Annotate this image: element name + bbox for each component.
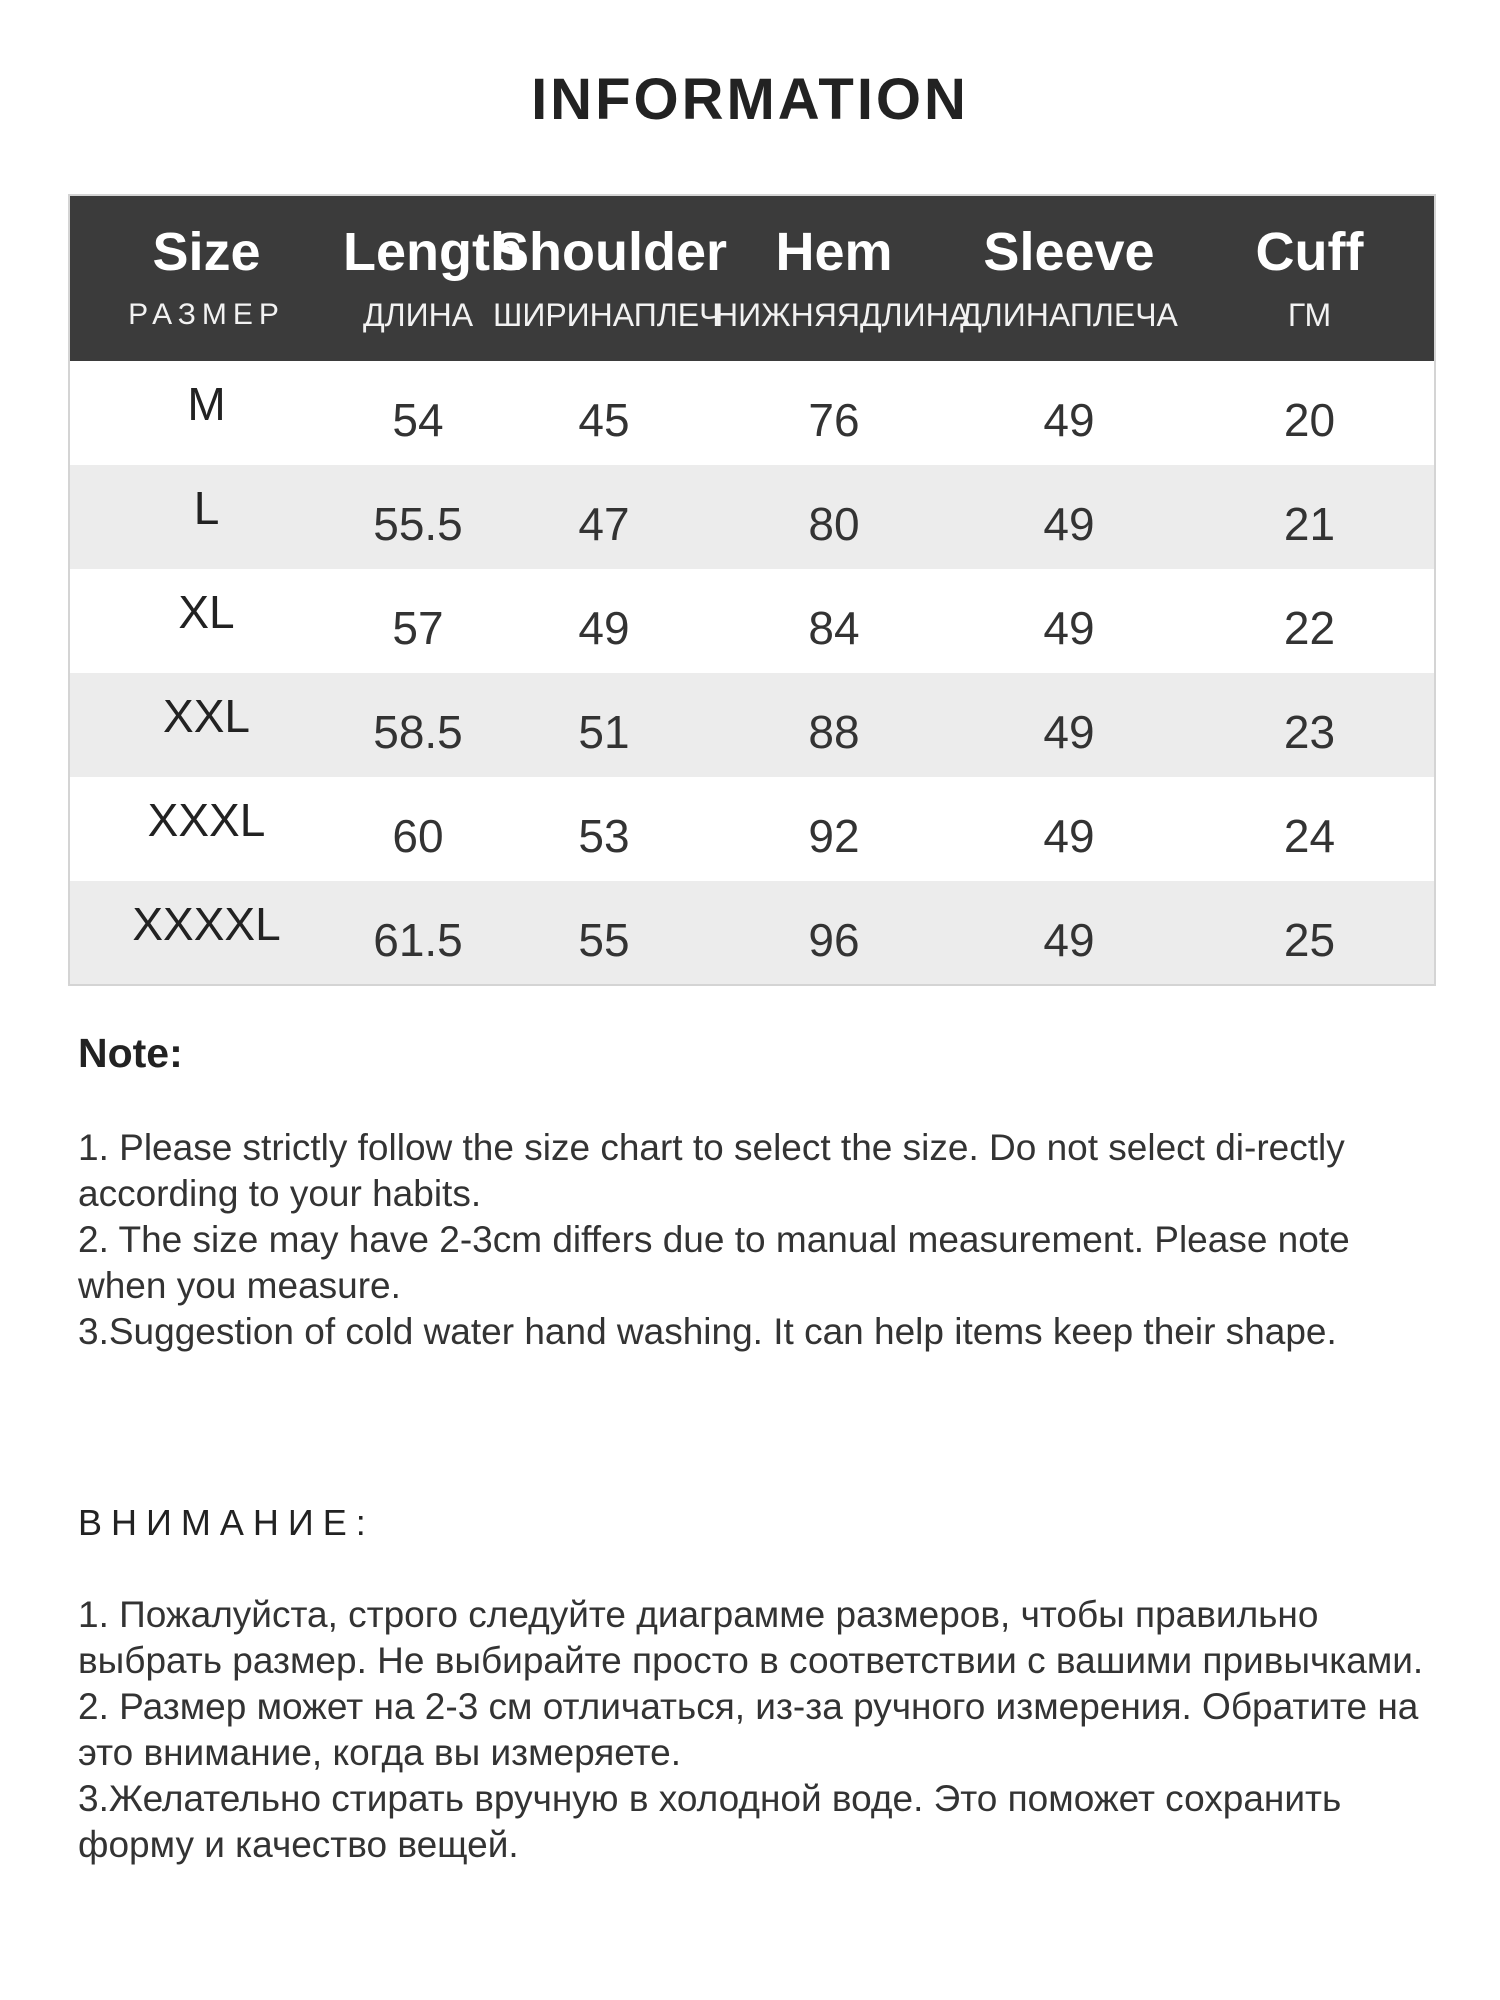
size-cell: XXXXL bbox=[132, 897, 281, 950]
table-row bbox=[69, 465, 1435, 569]
sleeve-cell: 49 bbox=[1043, 498, 1095, 550]
shoulder-cell: 45 bbox=[578, 394, 630, 446]
column-header-sleeve bbox=[953, 195, 1185, 361]
table-row bbox=[69, 673, 1435, 777]
sleeve-cell: 49 bbox=[1043, 706, 1095, 758]
shoulder-cell: 53 bbox=[578, 810, 630, 862]
sleeve-cell: 49 bbox=[1043, 394, 1095, 446]
shoulder-cell: 55 bbox=[578, 913, 630, 966]
note-section-ru bbox=[78, 1502, 1428, 1868]
hem-cell: 92 bbox=[808, 810, 860, 862]
length-cell: 55.5 bbox=[373, 498, 463, 550]
size-cell: M bbox=[187, 378, 226, 430]
column-header-sublabel: НИЖНЯЯДЛИНА bbox=[715, 296, 971, 333]
hem-cell: 76 bbox=[808, 394, 860, 446]
column-header-label: Sleeve bbox=[983, 221, 1155, 282]
hem-cell: 88 bbox=[808, 706, 860, 758]
cuff-cell: 21 bbox=[1283, 498, 1336, 550]
table-header-row bbox=[69, 195, 1435, 361]
column-header-label: Size bbox=[152, 221, 261, 282]
table-row bbox=[69, 777, 1435, 881]
page-title: INFORMATION bbox=[531, 67, 969, 132]
size-cell: XXXL bbox=[147, 794, 266, 846]
hem-cell: 96 bbox=[808, 913, 860, 966]
column-header-cuff bbox=[1185, 195, 1435, 361]
column-header-size bbox=[69, 195, 343, 361]
note-item: 2. The size may have 2-3cm differs due to manual measurement. Please note when you measure. bbox=[78, 1219, 1350, 1306]
hem-cell: 80 bbox=[808, 498, 860, 550]
column-header-sublabel: ШИРИНАПЛЕЧ bbox=[493, 296, 721, 333]
cuff-cell: 20 bbox=[1283, 394, 1336, 446]
size-cell: XL bbox=[178, 586, 235, 638]
column-header-sublabel: ДЛИНА bbox=[362, 296, 474, 333]
sleeve-cell: 49 bbox=[1043, 913, 1095, 966]
shoulder-cell: 47 bbox=[578, 498, 630, 550]
length-cell: 61.5 bbox=[373, 913, 463, 966]
size-cell: XXL bbox=[163, 690, 250, 742]
column-header-label: Length bbox=[343, 221, 523, 282]
column-header-label: Cuff bbox=[1255, 221, 1364, 282]
note-list bbox=[78, 1125, 1428, 1355]
hem-cell: 84 bbox=[808, 602, 860, 654]
column-header-sublabel: ГМ bbox=[1287, 296, 1332, 333]
note-section-en bbox=[78, 1030, 1428, 1355]
column-header-length bbox=[343, 195, 523, 361]
note-item: 1. Пожалуйста, строго следуйте диаграмме размеров, чтобы правильно выбрать размер. Не выбирайте просто в соответствии с вашими привычками. bbox=[78, 1594, 1424, 1681]
note-item: 3.Желательно стирать вручную в холодной воде. Это поможет сохранить форму и качество вещей. bbox=[78, 1778, 1342, 1865]
column-header-sublabel: ДЛИНАПЛЕЧА bbox=[960, 296, 1178, 333]
column-header-hem bbox=[715, 195, 971, 361]
note-item: 3.Suggestion of cold water hand washing. It can help items keep their shape. bbox=[78, 1311, 1337, 1352]
sleeve-cell: 49 bbox=[1043, 810, 1095, 862]
note-list bbox=[78, 1592, 1428, 1868]
table-row bbox=[69, 569, 1435, 673]
note-heading: ВНИМАНИЕ: bbox=[78, 1502, 375, 1543]
table-row bbox=[69, 361, 1435, 465]
length-cell: 58.5 bbox=[373, 706, 463, 758]
length-cell: 54 bbox=[392, 394, 444, 446]
shoulder-cell: 51 bbox=[578, 706, 630, 758]
size-chart-table bbox=[68, 194, 1436, 986]
table-row bbox=[69, 881, 1435, 985]
column-header-sublabel: РАЗМЕР bbox=[128, 297, 285, 331]
column-header-label: Shoulder bbox=[493, 221, 728, 282]
length-cell: 57 bbox=[392, 602, 444, 654]
cuff-cell: 24 bbox=[1283, 810, 1336, 862]
cuff-cell: 25 bbox=[1283, 913, 1336, 966]
cuff-cell: 23 bbox=[1283, 706, 1336, 758]
length-cell: 60 bbox=[392, 810, 444, 862]
column-header-shoulder bbox=[493, 195, 728, 361]
note-heading: Note: bbox=[78, 1030, 183, 1076]
shoulder-cell: 49 bbox=[578, 602, 630, 654]
sleeve-cell: 49 bbox=[1043, 602, 1095, 654]
note-item: 1. Please strictly follow the size chart to select the size. Do not select di-rectly according to your habits. bbox=[78, 1127, 1345, 1214]
size-cell: L bbox=[193, 482, 220, 534]
cuff-cell: 22 bbox=[1283, 602, 1336, 654]
note-item: 2. Размер может на 2-3 см отличаться, из-за ручного измерения. Обратите на это внимание, когда вы измеряете. bbox=[78, 1686, 1419, 1773]
column-header-label: Hem bbox=[775, 221, 893, 282]
